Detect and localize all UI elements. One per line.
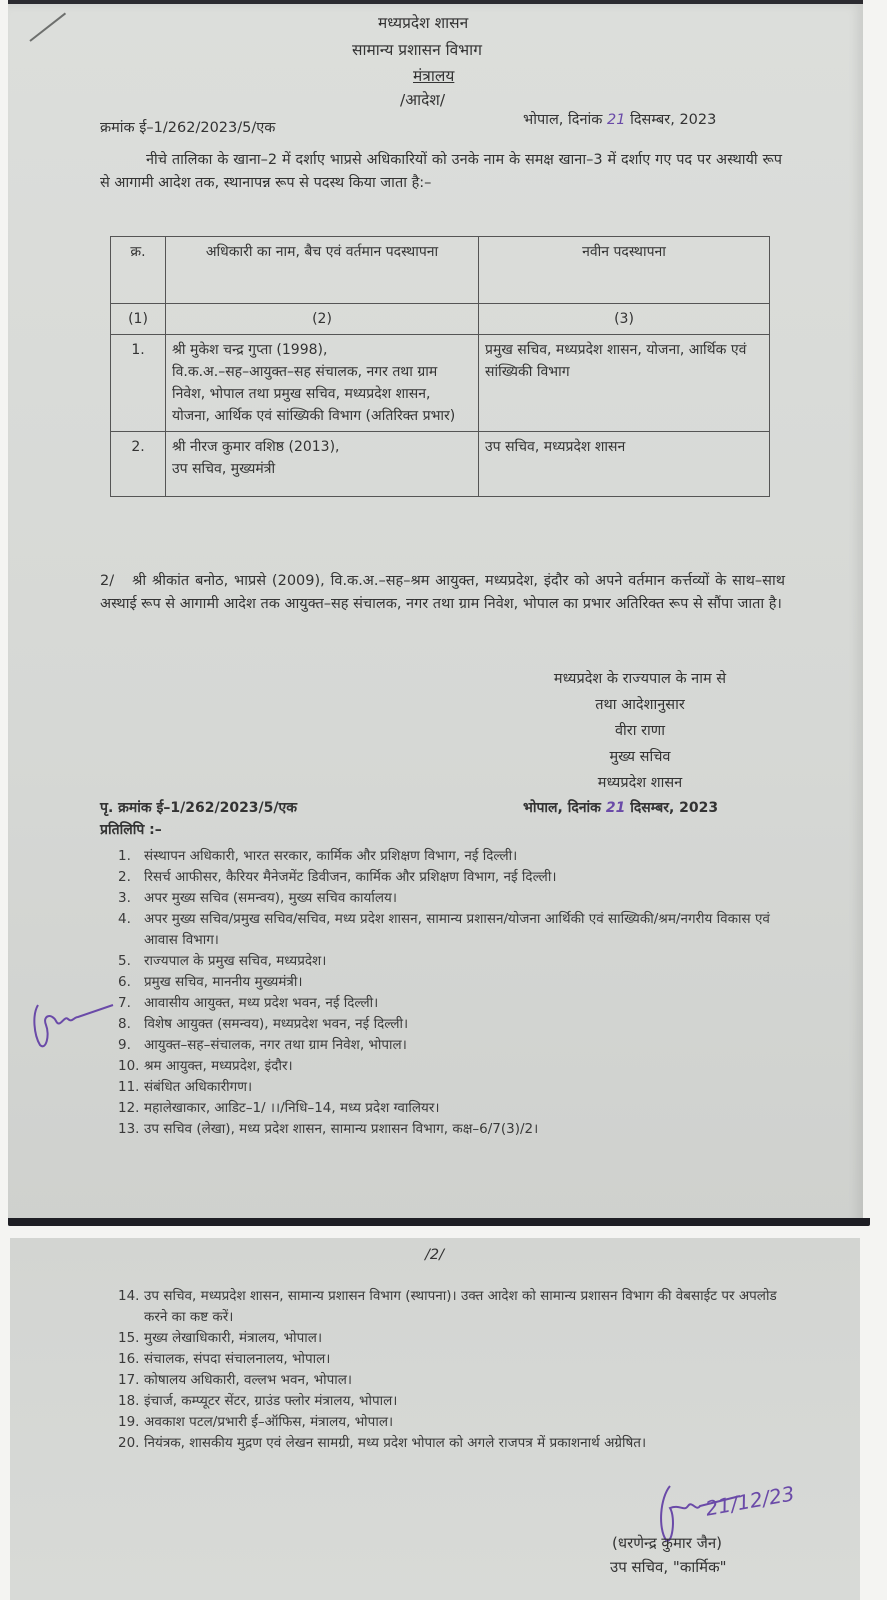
handwritten-date: 21	[605, 800, 626, 816]
para-2-text: श्री श्रीकांत बनोठ, भाप्रसे (2009), वि.क.अ.–सह–श्रम आयुक्त, मध्यप्रदेश, इंदौर को अपने वर्तमान कर्त्तव्यों के साथ–साथ अस्थाई रूप से आगामी आदेश तक आयुक्त–सह संचालक, नगर तथा ग्राम निवेश, भोपाल का प्रभार अतिरिक्त रूप से सौंपा जाता है।	[100, 573, 785, 612]
date-suffix: दिसम्बर, 2023	[630, 800, 719, 816]
colnum-2: (2)	[166, 304, 479, 335]
date-suffix: दिसम्बर, 2023	[630, 112, 717, 128]
list-item	[118, 1056, 790, 1077]
item-number: 16.	[118, 1351, 140, 1367]
copy-to-label: प्रतिलिपि :–	[100, 822, 162, 838]
item-text: मुख्य लेखाधिकारी, मंत्रालय, भोपाल।	[144, 1330, 323, 1346]
copy-list-page-2	[118, 1286, 786, 1454]
paragraph-2	[100, 570, 785, 616]
order-place-date	[523, 111, 716, 129]
copy-list-page-1	[118, 846, 790, 1140]
sig-name: वीरा राणा	[614, 723, 666, 739]
date-prefix: भोपाल, दिनांक	[523, 112, 603, 128]
item-number: 6.	[118, 974, 131, 990]
item-text: इंचार्ज, कम्प्यूटर सेंटर, ग्राउंड फ्लोर मंत्रालय, भोपाल।	[144, 1393, 398, 1409]
signatory-designation: उप सचिव, "कार्मिक"	[610, 1558, 727, 1576]
item-number: 7.	[118, 995, 131, 1011]
list-item	[118, 1412, 786, 1433]
item-text: प्रमुख सचिव, माननीय मुख्यमंत्री।	[144, 974, 303, 990]
list-item	[118, 951, 790, 972]
colnum-1: (1)	[111, 304, 166, 335]
signature-handwritten-date: 21/12/23	[703, 1481, 797, 1521]
table-header-row	[111, 237, 770, 304]
signatory-name: (धरणेन्द्र कुमार जैन)	[612, 1534, 723, 1552]
item-number: 14.	[118, 1288, 140, 1304]
header-government: मध्यप्रदेश शासन	[378, 14, 469, 32]
page-edge-shadow	[8, 1218, 870, 1226]
item-text: रिसर्च आफीसर, कैरियर मैनेजमेंट डिवीजन, कार्मिक और प्रशिक्षण विभाग, नई दिल्ली।	[144, 869, 557, 885]
header-new-posting: नवीन पदस्थापना	[479, 237, 770, 304]
item-text: अवकाश पटल/प्रभारी ई–ऑफिस, मंत्रालय, भोपाल।	[144, 1414, 394, 1430]
list-item	[118, 1119, 790, 1140]
officer-current-posting: उप सचिव, मुख्यमंत्री	[172, 461, 276, 477]
page-2-marker: /2/	[425, 1247, 444, 1263]
officer-name: श्री नीरज कुमार वशिष्ठ (2013),	[172, 439, 340, 455]
list-item	[118, 1328, 786, 1349]
sig-org: मध्यप्रदेश शासन	[597, 775, 683, 791]
officer-current-posting: वि.क.अ.–सह–आयुक्त–सह संचालक, नगर तथा ग्राम निवेश, भोपाल तथा प्रमुख सचिव, मध्यप्रदेश शासन, योजना, आर्थिक एवं सांख्यिकी विभाग (अतिरिक्त प्रभार)	[172, 364, 456, 424]
item-number: 2.	[118, 869, 131, 885]
list-item	[118, 846, 790, 867]
item-text: महालेखाकार, आडिट–1/ ।।/निधि–14, मध्य प्रदेश ग्वालियर।	[144, 1100, 440, 1116]
colnum-3: (3)	[479, 304, 770, 335]
item-text: राज्यपाल के प्रमुख सचिव, मध्यप्रदेश।	[144, 953, 327, 969]
item-text: आवासीय आयुक्त, मध्य प्रदेश भवन, नई दिल्ली।	[144, 995, 379, 1011]
row-new-posting: उप सचिव, मध्यप्रदेश शासन	[479, 432, 770, 497]
endorsement-number: पृ. क्रमांक ई–1/262/2023/5/एक	[100, 800, 298, 816]
endorsement-place-date	[523, 799, 718, 817]
list-item	[118, 993, 790, 1014]
list-item	[118, 1349, 786, 1370]
list-item	[118, 909, 790, 951]
item-number: 18.	[118, 1393, 140, 1409]
table-colnum-row	[111, 304, 770, 335]
item-number: 8.	[118, 1016, 131, 1032]
date-prefix: भोपाल, दिनांक	[523, 800, 601, 816]
item-text: उप सचिव (लेखा), मध्य प्रदेश शासन, सामान्य प्रशासन विभाग, कक्ष–6/7(3)/2।	[144, 1121, 539, 1137]
list-item	[118, 1077, 790, 1098]
list-item	[118, 972, 790, 993]
row-officer	[166, 432, 479, 497]
header-sno: क्र.	[111, 237, 166, 304]
item-text: कोषालय अधिकारी, वल्लभ भवन, भोपाल।	[144, 1372, 353, 1388]
list-item	[118, 1286, 786, 1328]
item-text: संस्थापन अधिकारी, भारत सरकार, कार्मिक और प्रशिक्षण विभाग, नई दिल्ली।	[144, 848, 518, 864]
item-number: 5.	[118, 953, 131, 969]
row-sno: 2.	[111, 432, 166, 497]
list-item	[118, 1433, 786, 1454]
item-text: अपर मुख्य सचिव/प्रमुख सचिव/सचिव, मध्य प्रदेश शासन, सामान्य प्रशासन/योजना आर्थिकी एवं साख्यिकी/श्रम/नगरीय विकास एवं आवास विभाग।	[144, 911, 770, 948]
row-new-posting: प्रमुख सचिव, मध्यप्रदेश शासन, योजना, आर्थिक एवं सांख्यिकी विभाग	[479, 335, 770, 432]
list-item	[118, 1035, 790, 1056]
item-text: अपर मुख्य सचिव (समन्वय), मुख्य सचिव कार्यालय।	[144, 890, 397, 906]
list-item	[118, 1370, 786, 1391]
item-number: 1.	[118, 848, 131, 864]
list-item	[118, 888, 790, 909]
table-row	[111, 432, 770, 497]
sig-line-2: तथा आदेशानुसार	[595, 697, 685, 713]
item-number: 4.	[118, 911, 131, 927]
item-number: 15.	[118, 1330, 140, 1346]
item-number: 17.	[118, 1372, 140, 1388]
posting-table	[110, 236, 770, 497]
item-text: संचालक, संपदा संचालनालय, भोपाल।	[144, 1351, 331, 1367]
sig-designation: मुख्य सचिव	[609, 749, 671, 765]
header-office: मंत्रालय	[413, 67, 455, 85]
table-row	[111, 335, 770, 432]
header-officer: अधिकारी का नाम, बैच एवं वर्तमान पदस्थापना	[166, 237, 479, 304]
item-number: 9.	[118, 1037, 131, 1053]
item-number: 20.	[118, 1435, 140, 1451]
item-text: उप सचिव, मध्यप्रदेश शासन, सामान्य प्रशासन विभाग (स्थापना)। उक्त आदेश को सामान्य प्रशासन विभाग की वेबसाईट पर अपलोड करने का कष्ट करें।	[144, 1288, 777, 1325]
item-text: नियंत्रक, शासकीय मुद्रण एवं लेखन सामग्री, मध्य प्रदेश भोपाल को अगले राजपत्र में प्रकाशनार्थ अग्रेषित।	[144, 1435, 647, 1451]
list-item	[118, 867, 790, 888]
header-department: सामान्य प्रशासन विभाग	[352, 41, 482, 59]
list-item	[118, 1098, 790, 1119]
item-number: 10.	[118, 1058, 140, 1074]
item-number: 11.	[118, 1079, 140, 1095]
item-number: 3.	[118, 890, 131, 906]
signature-block	[500, 666, 780, 796]
item-text: श्रम आयुक्त, मध्यप्रदेश, इंदौर।	[144, 1058, 293, 1074]
item-text: विशेष आयुक्त (समन्वय), मध्यप्रदेश भवन, नई दिल्ली।	[144, 1016, 409, 1032]
item-number: 19.	[118, 1414, 140, 1430]
list-item	[118, 1014, 790, 1035]
item-text: आयुक्त–सह–संचालक, नगर तथा ग्राम निवेश, भोपाल।	[144, 1037, 407, 1053]
initials-signature-icon	[28, 995, 118, 1055]
order-intro: नीचे तालिका के खाना–2 में दर्शाए भाप्रसे अधिकारियों को उनके नाम के समक्ष खाना–3 में दर्शाए गए पद पर अस्थायी रूप से आगामी आदेश तक, स्थानापन्न रूप से पदस्थ किया जाता है:–	[100, 152, 782, 191]
row-officer	[166, 335, 479, 432]
row-sno: 1.	[111, 335, 166, 432]
para-2-label: 2/	[100, 573, 115, 589]
order-number: क्रमांक ई–1/262/2023/5/एक	[100, 120, 276, 136]
item-number: 13.	[118, 1121, 140, 1137]
sig-line-1: मध्यप्रदेश के राज्यपाल के नाम से	[553, 671, 727, 687]
list-item	[118, 1391, 786, 1412]
officer-name: श्री मुकेश चन्द्र गुप्ता (1998),	[172, 342, 328, 358]
item-text: संबंधित अधिकारीगण।	[144, 1079, 253, 1095]
handwritten-date: 21	[607, 112, 626, 128]
item-number: 12.	[118, 1100, 140, 1116]
header-doc-type: /आदेश/	[400, 91, 446, 109]
